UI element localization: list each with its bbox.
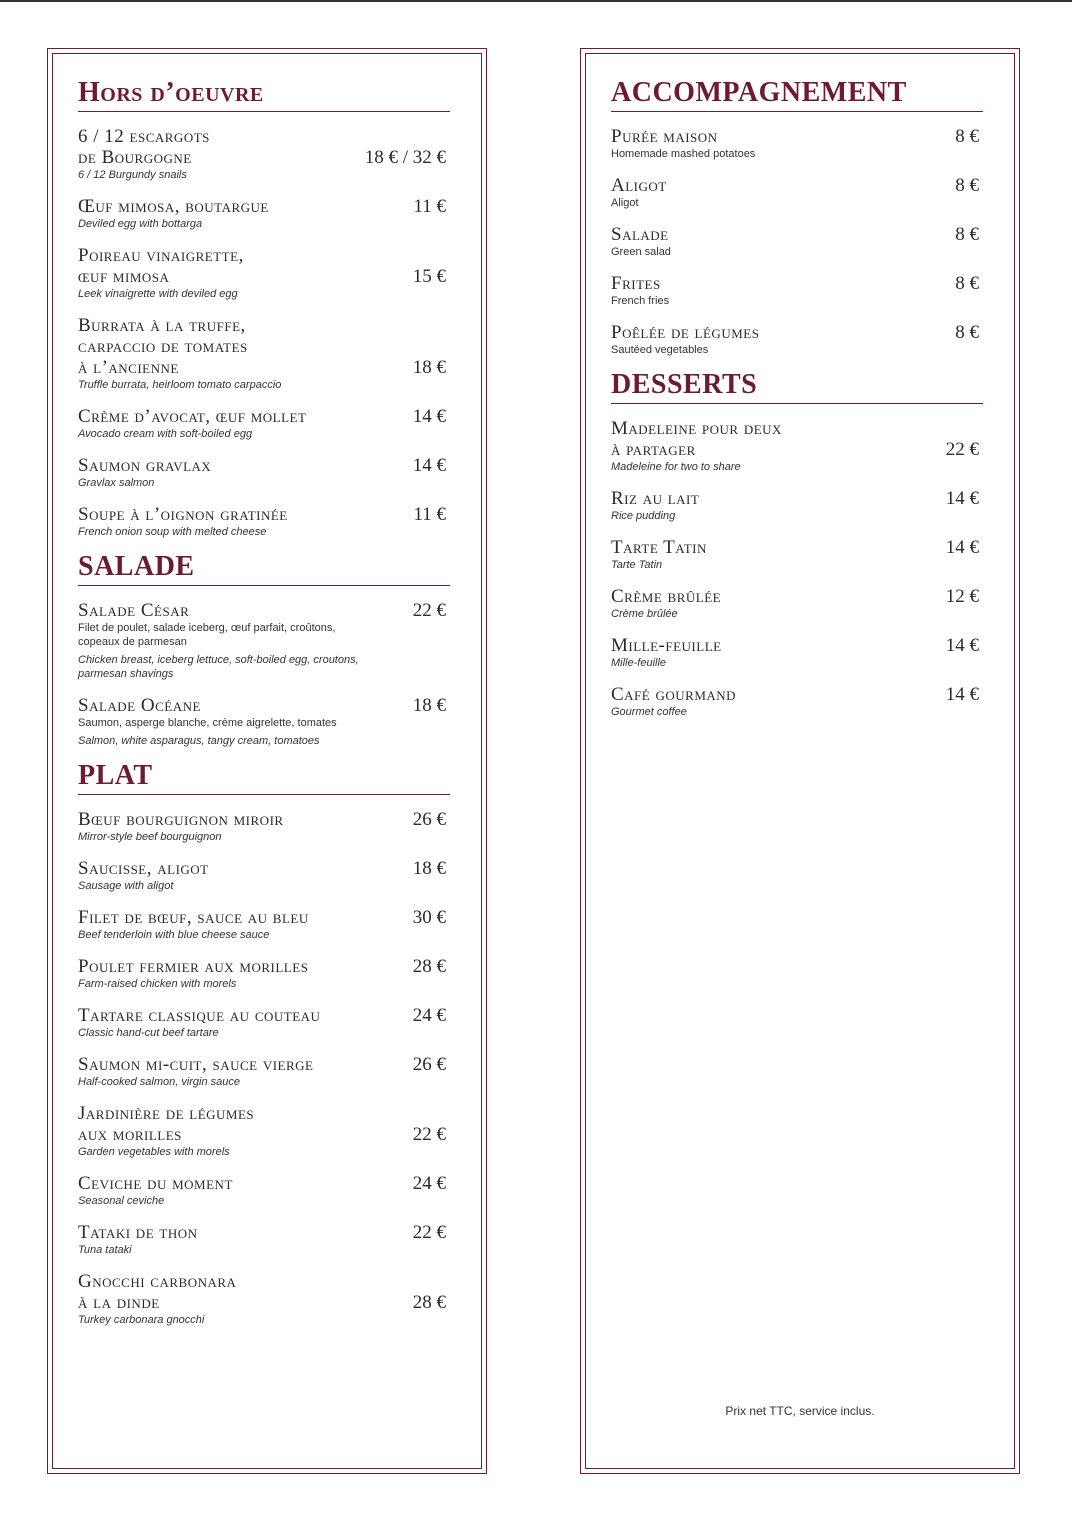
item-description: French onion soup with melted cheese <box>78 526 267 538</box>
item-name <box>78 858 380 879</box>
item-name-line: à la dinde <box>78 1292 160 1313</box>
menu-item <box>78 858 450 893</box>
item-name-line: Saucisse, aligot <box>78 858 209 879</box>
item-description: Crème brûlée <box>611 608 678 620</box>
item-name <box>611 273 913 294</box>
footer-note: Prix net TTC, service inclus. <box>725 1404 875 1418</box>
menu-item <box>78 809 450 844</box>
item-name-line: Salade Océane <box>78 695 201 716</box>
menu-item <box>611 537 983 572</box>
item-price: 14 € <box>945 684 979 705</box>
item-name <box>78 1173 380 1194</box>
item-description: Garden vegetables with morels <box>78 1146 230 1158</box>
section-title: DESSERTS <box>611 369 983 404</box>
item-name-line: aux morilles <box>78 1124 182 1145</box>
menu-item <box>611 273 983 308</box>
item-name <box>78 196 380 217</box>
item-name-line: Purée maison <box>611 126 718 147</box>
item-name <box>611 488 913 509</box>
item-price: 24 € <box>412 1173 446 1194</box>
item-name-line: Saumon mi-cuit, sauce vierge <box>78 1054 314 1075</box>
item-price: 28 € <box>412 956 446 977</box>
item-description: Avocado cream with soft-boiled egg <box>78 428 253 440</box>
item-name-line: Saumon gravlax <box>78 455 212 476</box>
item-name <box>78 315 380 378</box>
item-description: Deviled egg with bottarga <box>78 218 203 230</box>
item-price: 22 € <box>412 600 446 621</box>
menu-section <box>78 551 450 748</box>
item-name-line: Aligot <box>611 175 667 196</box>
menu-item <box>78 196 450 231</box>
item-name <box>78 1054 380 1075</box>
menu-item <box>78 245 450 301</box>
item-price: 14 € <box>945 537 979 558</box>
menu-item <box>78 406 450 441</box>
item-description: Tarte Tatin <box>611 559 663 571</box>
item-description: Chicken breast, iceberg lettuce, soft-boiled egg, croutons, parmesan shavings <box>78 654 359 680</box>
item-description: Salmon, white asparagus, tangy cream, tomatoes <box>78 735 320 747</box>
item-description: Homemade mashed potatoes <box>611 148 756 160</box>
item-name <box>78 126 380 168</box>
item-name-line: Soupe à l’oignon gratinée <box>78 504 288 525</box>
item-description: Beef tenderloin with blue cheese sauce <box>78 929 270 941</box>
item-price: 18 € / 32 € <box>364 147 446 168</box>
top-rule <box>0 0 1072 2</box>
item-price: 18 € <box>412 357 446 378</box>
item-name <box>78 1005 380 1026</box>
section-title: Hors d’oeuvre <box>78 77 450 112</box>
item-name <box>78 245 380 287</box>
item-price: 26 € <box>412 809 446 830</box>
item-price: 30 € <box>412 907 446 928</box>
right-content <box>611 77 983 719</box>
item-name-line: Mille-feuille <box>611 635 722 656</box>
item-name-line: Œuf mimosa, boutargue <box>78 196 269 217</box>
item-name-line: Gnocchi carbonara <box>78 1271 237 1292</box>
item-name <box>611 635 913 656</box>
menu-section <box>611 369 983 719</box>
item-name <box>78 809 380 830</box>
item-name-line: œuf mimosa <box>78 266 170 287</box>
item-name <box>611 586 913 607</box>
item-name-line: Bœuf bourguignon miroir <box>78 809 284 830</box>
item-name <box>78 504 380 525</box>
item-name-line: Salade <box>611 224 669 245</box>
item-description: 6 / 12 Burgundy snails <box>78 169 187 181</box>
item-description-fr: Saumon, asperge blanche, crème aigrelette, tomates <box>78 717 337 729</box>
menu-item <box>611 684 983 719</box>
section-title: SALADE <box>78 551 450 586</box>
item-price: 14 € <box>412 406 446 427</box>
item-name-line: Tartare classique au couteau <box>78 1005 321 1026</box>
item-price: 8 € <box>955 273 979 294</box>
item-description: Madeleine for two to share <box>611 461 741 473</box>
item-name-line: 6 / 12 escargots <box>78 126 210 147</box>
item-name <box>611 175 913 196</box>
menu-item <box>78 956 450 991</box>
left-content <box>78 77 450 1327</box>
menu-item <box>611 586 983 621</box>
item-name <box>78 956 380 977</box>
item-description: French fries <box>611 295 670 307</box>
menu-item <box>78 600 450 681</box>
item-name-line: de Bourgogne <box>78 147 192 168</box>
item-name <box>78 695 380 716</box>
menu-item <box>78 1271 450 1327</box>
item-description: Half-cooked salmon, virgin sauce <box>78 1076 241 1088</box>
menu-item <box>78 1054 450 1089</box>
menu-section <box>611 77 983 357</box>
item-name-line: Frites <box>611 273 661 294</box>
item-name <box>78 907 380 928</box>
item-price: 15 € <box>412 266 446 287</box>
item-price: 24 € <box>412 1005 446 1026</box>
item-description: Seasonal ceviche <box>78 1195 165 1207</box>
item-description: Truffle burrata, heirloom tomato carpaccio <box>78 379 282 391</box>
item-name <box>78 1271 380 1313</box>
menu-item <box>611 418 983 474</box>
item-description: Sausage with aligot <box>78 880 174 892</box>
item-name-line: Riz au lait <box>611 488 700 509</box>
item-price: 11 € <box>413 196 446 217</box>
item-description: Farm-raised chicken with morels <box>78 978 237 990</box>
menu-panel-right <box>580 48 1020 1474</box>
item-name <box>611 537 913 558</box>
menu-item <box>78 455 450 490</box>
menu-item <box>611 224 983 259</box>
menu-item <box>78 1173 450 1208</box>
item-name <box>78 1103 380 1145</box>
menu-item <box>78 907 450 942</box>
item-name-line: Tataki de thon <box>78 1222 198 1243</box>
section-title: ACCOMPAGNEMENT <box>611 77 983 112</box>
item-name <box>611 224 913 245</box>
menu-item <box>78 126 450 182</box>
item-price: 28 € <box>412 1292 446 1313</box>
item-price: 26 € <box>412 1054 446 1075</box>
item-price: 18 € <box>412 858 446 879</box>
item-description: Green salad <box>611 246 671 258</box>
item-description: Classic hand-cut beef tartare <box>78 1027 219 1039</box>
item-description: Rice pudding <box>611 510 676 522</box>
item-name-line: Crème brûlée <box>611 586 722 607</box>
item-name-line: Poulet fermier aux morilles <box>78 956 309 977</box>
item-price: 18 € <box>412 695 446 716</box>
item-name-line: Salade César <box>78 600 190 621</box>
item-name <box>611 418 913 460</box>
item-price: 11 € <box>413 504 446 525</box>
item-name-line: Ceviche du moment <box>78 1173 233 1194</box>
item-name-line: Madeleine pour deux <box>611 418 782 439</box>
item-price: 8 € <box>955 126 979 147</box>
item-description: Turkey carbonara gnocchi <box>78 1314 205 1326</box>
item-description: Aligot <box>611 197 639 209</box>
menu-item <box>611 488 983 523</box>
item-name-line: carpaccio de tomates <box>78 336 248 357</box>
item-name <box>611 322 913 343</box>
item-name-line: Poêlée de légumes <box>611 322 760 343</box>
item-name <box>78 455 380 476</box>
menu-section <box>78 760 450 1327</box>
item-description: Tuna tataki <box>78 1244 132 1256</box>
item-description: Gravlax salmon <box>78 477 155 489</box>
section-title: PLAT <box>78 760 450 795</box>
item-name-line: à partager <box>611 439 696 460</box>
menu-item <box>78 1103 450 1159</box>
item-name-line: Burrata à la truffe, <box>78 315 246 336</box>
item-price: 8 € <box>955 224 979 245</box>
item-description-fr: Filet de poulet, salade iceberg, œuf parfait, croûtons, copeaux de parmesan <box>78 622 336 648</box>
item-price: 12 € <box>945 586 979 607</box>
menu-item <box>78 1222 450 1257</box>
item-name <box>611 126 913 147</box>
item-price: 8 € <box>955 175 979 196</box>
item-name <box>611 684 913 705</box>
item-price: 22 € <box>945 439 979 460</box>
item-price: 14 € <box>945 488 979 509</box>
menu-item <box>78 1005 450 1040</box>
item-price: 8 € <box>955 322 979 343</box>
item-name <box>78 600 380 621</box>
item-name <box>78 406 380 427</box>
item-description: Mirror-style beef bourguignon <box>78 831 222 843</box>
item-price: 14 € <box>945 635 979 656</box>
item-name-line: Tarte Tatin <box>611 537 707 558</box>
item-price: 22 € <box>412 1222 446 1243</box>
item-price: 14 € <box>412 455 446 476</box>
item-name-line: Jardinière de légumes <box>78 1103 255 1124</box>
menu-item <box>78 504 450 539</box>
item-name-line: Crème d’avocat, œuf mollet <box>78 406 307 427</box>
item-description: Mille-feuille <box>611 657 667 669</box>
menu-item <box>611 635 983 670</box>
item-name-line: à l’ancienne <box>78 357 179 378</box>
item-price: 22 € <box>412 1124 446 1145</box>
menu-item <box>78 695 450 748</box>
menu-section <box>78 77 450 539</box>
menu-item <box>611 126 983 161</box>
item-name-line: Café gourmand <box>611 684 737 705</box>
item-description: Leek vinaigrette with deviled egg <box>78 288 238 300</box>
menu-item <box>611 322 983 357</box>
item-name-line: Filet de bœuf, sauce au bleu <box>78 907 309 928</box>
menu-item <box>611 175 983 210</box>
menu-panel-left <box>47 48 487 1474</box>
item-name <box>78 1222 380 1243</box>
item-description: Sautéed vegetables <box>611 344 709 356</box>
menu-item <box>78 315 450 392</box>
item-description: Gourmet coffee <box>611 706 687 718</box>
item-name-line: Poireau vinaigrette, <box>78 245 244 266</box>
